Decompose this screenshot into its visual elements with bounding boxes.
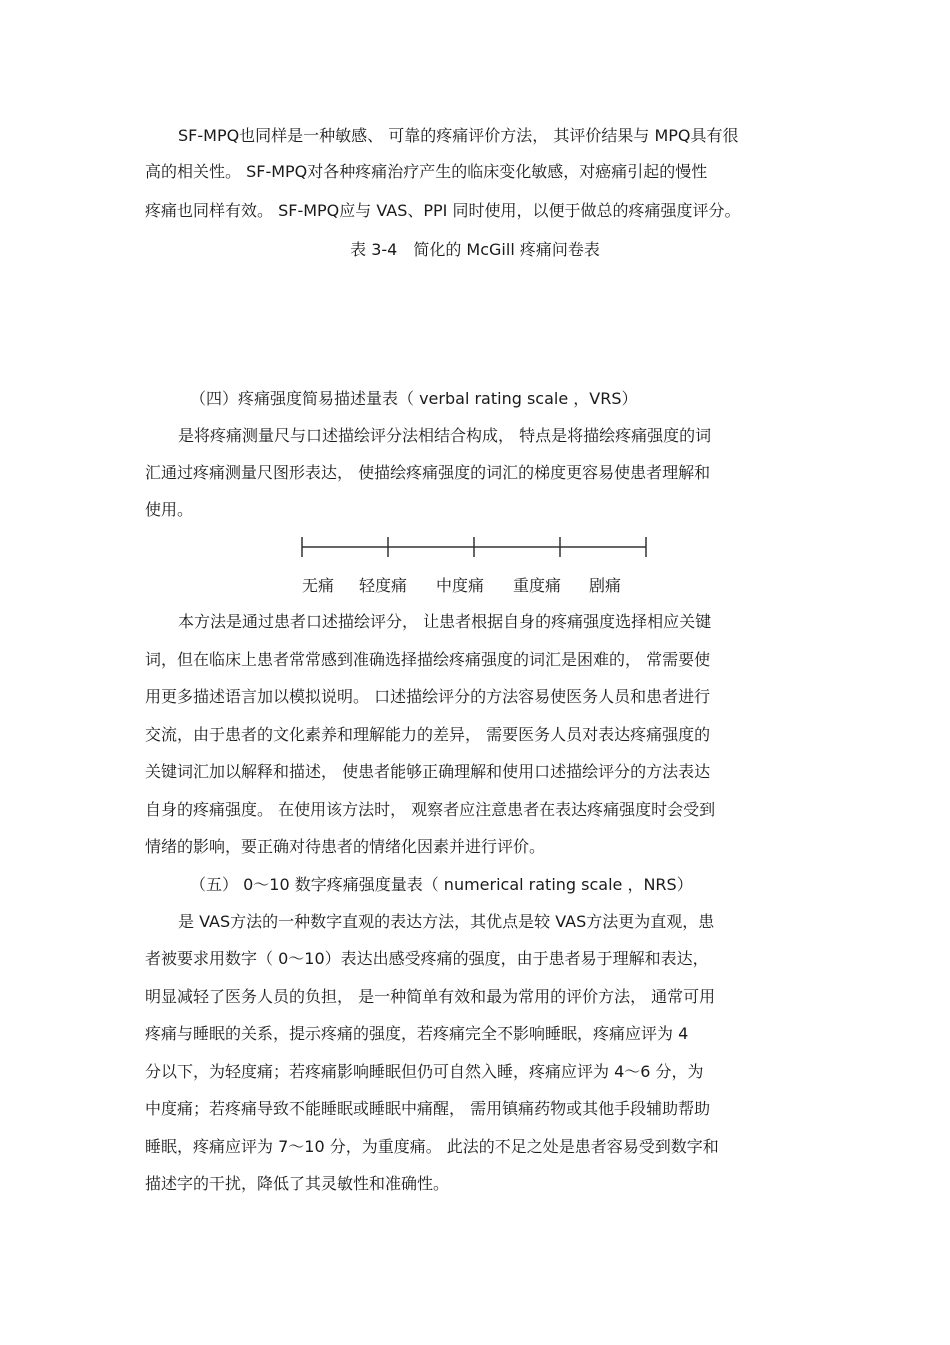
- text-line: 使用。: [145, 500, 194, 519]
- text-line: 中度痛；若疼痛导致不能睡眠或睡眠中痛醒， 需用镇痛药物或其他手段辅助帮助: [145, 1099, 711, 1118]
- text-line: 描述字的干扰，降低了其灵敏性和准确性。: [145, 1174, 450, 1193]
- text-line: 是将疼痛测量尺与口述描绘评分法相结合构成， 特点是将描绘疼痛强度的词: [178, 426, 712, 445]
- text-line: 情绪的影响，要正确对待患者的情绪化因素并进行评价。: [145, 837, 546, 856]
- scale-label: 中度痛: [436, 576, 485, 595]
- text-line: 汇通过疼痛测量尺图形表达， 使描绘疼痛强度的词汇的梯度更容易使患者理解和: [145, 463, 711, 482]
- scale-label: 重度痛: [513, 576, 562, 595]
- text-line: 者被要求用数字（ 0～10）表达出感受疼痛的强度，由于患者易于理解和表达，: [145, 949, 709, 968]
- text-line: 高的相关性。 SF-MPQ对各种疼痛治疗产生的临床变化敏感，对癌痛引起的慢性: [145, 162, 708, 181]
- table-caption: 表 3-4 简化的 McGill 疼痛问卷表: [350, 240, 600, 259]
- scale-label: 轻度痛: [359, 576, 408, 595]
- text-line: 明显减轻了医务人员的负担， 是一种简单有效和最为常用的评价方法， 通常可用: [145, 987, 716, 1006]
- scale-label: 无痛: [302, 576, 335, 595]
- text-line: 疼痛与睡眠的关系，提示疼痛的强度，若疼痛完全不影响睡眠，疼痛应评为 4: [145, 1024, 689, 1043]
- text-line: 本方法是通过患者口述描绘评分， 让患者根据自身的疼痛强度选择相应关键: [178, 612, 712, 631]
- text-line: 词，但在临床上患者常常感到准确选择描绘疼痛强度的词汇是困难的， 常需要使: [145, 650, 711, 669]
- vrs-scale-ruler: [300, 536, 650, 560]
- section-heading: （四）疼痛强度简易描述量表（ verbal rating scale ，VRS）: [190, 389, 638, 408]
- text-line: 疼痛也同样有效。 SF-MPQ应与 VAS、PPI 同时使用，以便于做总的疼痛强度评分。: [145, 201, 741, 220]
- text-line: 自身的疼痛强度。 在使用该方法时， 观察者应注意患者在表达疼痛强度时会受到: [145, 800, 716, 819]
- text-line: 分以下，为轻度痛；若疼痛影响睡眠但仍可自然入睡，疼痛应评为 4～6 分，为: [145, 1062, 704, 1081]
- text-line: SF-MPQ也同样是一种敏感、 可靠的疼痛评价方法， 其评价结果与 MPQ具有很: [178, 126, 739, 145]
- text-line: 交流，由于患者的文化素养和理解能力的差异， 需要医务人员对表达疼痛强度的: [145, 725, 711, 744]
- text-line: 关键词汇加以解释和描述， 使患者能够正确理解和使用口述描绘评分的方法表达: [145, 762, 711, 781]
- section-heading: （五） 0～10 数字疼痛强度量表（ numerical rating scale ，NRS）: [190, 875, 693, 894]
- text-line: 用更多描述语言加以模拟说明。 口述描绘评分的方法容易使医务人员和患者进行: [145, 687, 711, 706]
- scale-label: 剧痛: [589, 576, 622, 595]
- text-line: 睡眠，疼痛应评为 7～10 分，为重度痛。 此法的不足之处是患者容易受到数字和: [145, 1137, 719, 1156]
- text-line: 是 VAS方法的一种数字直观的表达方法，其优点是较 VAS方法更为直观，患: [178, 912, 715, 931]
